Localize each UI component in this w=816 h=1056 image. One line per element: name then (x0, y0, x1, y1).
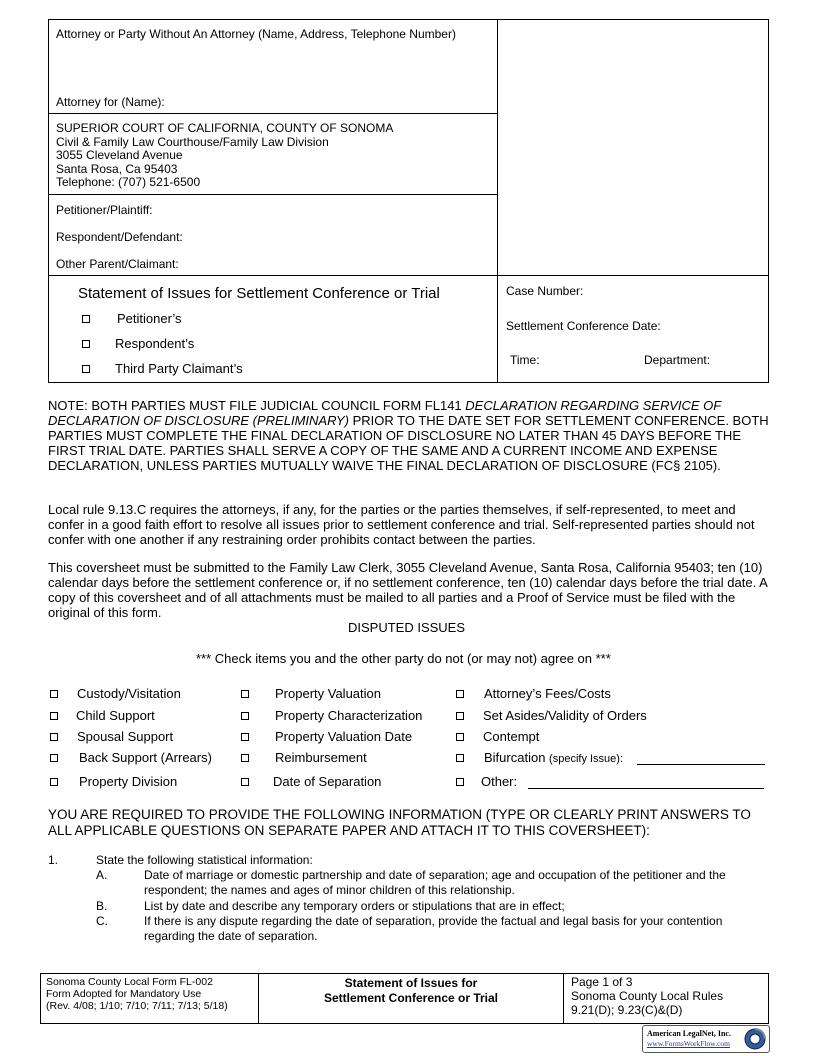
department-label: Department: (644, 353, 711, 367)
note-italic-text: DECLARATION REGARDING SERVICE OF DECLARATION OF DISCLOSURE (PRELIMINARY) (48, 398, 721, 428)
issue-label: Child Support (76, 708, 155, 723)
logo-globe-icon (743, 1027, 767, 1051)
american-legalnet-logo[interactable] (642, 1025, 770, 1053)
issue-label: Property Valuation (275, 686, 381, 701)
issue-label: Property Division (79, 774, 178, 789)
issue-property-valuation[interactable] (241, 686, 441, 702)
checkbox[interactable] (456, 712, 464, 720)
form-revisions: (Rev. 4/08; 1/10; 7/10; 7/11; 7/13; 5/18) (46, 1000, 228, 1012)
issue-label: Custody/Visitation (77, 686, 181, 701)
checkbox[interactable] (50, 754, 58, 762)
subitem-letter: A. (96, 868, 108, 882)
issue-label: Property Valuation Date (275, 729, 413, 744)
issue-back-support[interactable] (50, 750, 230, 766)
issue-label: Contempt (483, 729, 540, 744)
issue-contempt[interactable] (456, 729, 756, 745)
checkbox[interactable] (241, 733, 249, 741)
issue-bifurcation[interactable] (456, 750, 768, 766)
option-petitioner[interactable] (82, 311, 282, 327)
court-division: Civil & Family Law Courthouse/Family Law Division (56, 134, 329, 149)
note-text-rest: PRIOR TO THE DATE SET FOR SETTLEMENT CONFERENCE. BOTH PARTIES MUST COMPLETE THE FINAL DECLARATION OF DISCLOSURE NO LATER THAN 45 DAYS BEFORE THE FIRST TRIAL DATE. PARTIES SHALL SERVE A COPY OF THE SAME AND A CURRENT INCOME AND EXPENSE DECLARATION, UNLESS PARTIES MUTUALLY WAIVE THE FINAL DECLARATION OF DISCLOSURE (FC§ 2105). (48, 413, 769, 473)
checkbox[interactable] (82, 315, 90, 323)
required-intro: YOU ARE REQUIRED TO PROVIDE THE FOLLOWING INFORMATION (TYPE OR CLEARLY PRINT ANSWERS TO ALL APPLICABLE QUESTIONS ON SEPARATE PAPER AND ATTACH IT TO THIS COVERSHEET): (48, 807, 751, 838)
bifurcation-specify: (specify Issue): (549, 753, 624, 765)
checkbox[interactable] (50, 712, 58, 720)
bifurcation-label: Bifurcation (484, 750, 546, 765)
caption-box (48, 19, 769, 383)
rule-sections: 9.21(D); 9.23(C)&(D) (571, 1003, 683, 1017)
local-rules: Sonoma County Local Rules (571, 989, 724, 1003)
time-label: Time: (510, 353, 540, 367)
issue-label: Spousal Support (77, 729, 174, 744)
checkbox[interactable] (241, 778, 249, 786)
court-city: Santa Rosa, Ca 95403 (56, 161, 178, 176)
subitem-c (96, 914, 756, 944)
other-input-line[interactable] (528, 776, 764, 789)
other-parent-label: Other Parent/Claimant: (56, 257, 179, 271)
caption-divider (48, 113, 498, 114)
issue-reimbursement[interactable] (241, 750, 441, 766)
logo-url: www.FormsWorkFlow.com (647, 1039, 731, 1048)
logo-company: American LegalNet, Inc. (647, 1029, 731, 1038)
checkbox[interactable] (456, 690, 464, 698)
checkbox[interactable] (50, 690, 58, 698)
issue-label: Date of Separation (273, 774, 382, 789)
disputed-instruction: *** Check items you and the other party do not (or may not) agree on *** (196, 651, 611, 666)
caption-divider (48, 194, 498, 195)
item-text: State the following statistical information: (96, 853, 313, 867)
issue-attorney-fees[interactable] (456, 686, 756, 702)
page-number: Page 1 of 3 (571, 975, 633, 989)
footer-title-2: Settlement Conference or Trial (323, 991, 499, 1005)
submission-paragraph: This coversheet must be submitted to the Family Law Clerk, 3055 Cleveland Avenue, Santa Rosa, California 95403; ten (10) calendar days before the settlement conference or, if no settlement conference, ten (10) calendar days before the trial date. A copy of this coversheet and of all attachments must be mailed to all parties and a Proof of Service must be filed with the original of this form. (48, 560, 768, 620)
disputed-issues-heading: DISPUTED ISSUES (348, 620, 466, 635)
attorney-label: Attorney or Party Without An Attorney (Name, Address, Telephone Number) (56, 27, 456, 41)
court-name: SUPERIOR COURT OF CALIFORNIA, COUNTY OF SONOMA (56, 121, 394, 135)
caption-divider (48, 275, 769, 276)
issue-label: Property Characterization (275, 708, 423, 723)
issue-spousal-support[interactable] (50, 729, 230, 745)
subitem-text: Date of marriage or domestic partnership and date of separation; age and occupation of the petitioner and the respondent; the names and ages of minor children of this relationship. (144, 868, 726, 897)
issue-label (484, 750, 623, 767)
issue-other[interactable] (456, 774, 768, 790)
issue-property-characterization[interactable] (241, 708, 441, 724)
issue-label: Set Asides/Validity of Orders (483, 708, 647, 723)
footer-left (46, 976, 228, 1012)
court-phone: Telephone: (707) 521-6500 (56, 175, 201, 190)
note-paragraph (48, 398, 770, 473)
issue-label: Other: (481, 774, 518, 789)
issue-label: Attorney’s Fees/Costs (484, 686, 611, 701)
court-info (56, 122, 393, 190)
form-adopted: Form Adopted for Mandatory Use (46, 988, 202, 1000)
caption-divider-vertical (497, 19, 498, 383)
note-text: NOTE: BOTH PARTIES MUST FILE JUDICIAL COUNCIL FORM FL141 (48, 398, 466, 413)
issue-property-division[interactable] (50, 774, 230, 790)
subitem-letter: C. (96, 914, 108, 928)
court-street: 3055 Cleveland Avenue (56, 148, 183, 163)
footer-center (259, 976, 563, 1006)
option-label: Third Party Claimant’s (115, 361, 243, 376)
option-third-party[interactable] (82, 361, 282, 377)
case-number-label: Case Number: (506, 284, 584, 298)
subitem-letter: B. (96, 899, 108, 913)
issue-child-support[interactable] (50, 708, 230, 724)
issue-date-of-separation[interactable] (241, 774, 441, 790)
settlement-date-label: Settlement Conference Date: (506, 319, 661, 333)
issue-set-asides[interactable] (456, 708, 756, 724)
checkbox[interactable] (241, 712, 249, 720)
issue-label: Reimbursement (275, 750, 367, 765)
footer-right (571, 975, 723, 1017)
form-title: Statement of Issues for Settlement Conference or Trial (78, 285, 440, 302)
subitem-b (96, 899, 756, 914)
checkbox[interactable] (50, 778, 58, 786)
checkbox[interactable] (456, 754, 464, 762)
attorney-for-label: Attorney for (Name): (56, 95, 165, 109)
item-number: 1. (48, 853, 59, 867)
local-rule-paragraph: Local rule 9.13.C requires the attorneys, if any, for the parties or the parties themselves, if self-represented, to meet and confer in a good faith effort to resolve all issues prior to settlement conference and trial. Self-represented parties should not confer with one another if any restraining order prohibits contact between the parties. (48, 502, 755, 547)
option-label: Respondent’s (115, 336, 195, 351)
checkbox[interactable] (82, 340, 90, 348)
option-label: Petitioner’s (117, 311, 182, 326)
bifurcation-input-line[interactable] (637, 752, 765, 765)
checkbox[interactable] (50, 733, 58, 741)
subitem-a (96, 868, 756, 898)
issue-label: Back Support (Arrears) (79, 750, 212, 765)
petitioner-label: Petitioner/Plaintiff: (56, 203, 153, 217)
issue-custody-visitation[interactable] (50, 686, 230, 702)
subitem-text: If there is any dispute regarding the date of separation, provide the factual and legal basis for your contention regarding the date of separation. (144, 914, 723, 943)
footer-divider (563, 973, 564, 1024)
subitem-text: List by date and describe any temporary orders or stipulations that are in effect; (144, 899, 565, 913)
checkbox[interactable] (82, 365, 90, 373)
option-respondent[interactable] (82, 336, 282, 352)
issue-property-valuation-date[interactable] (241, 729, 441, 745)
footer-title-1: Statement of Issues for (344, 976, 478, 990)
checkbox[interactable] (456, 733, 464, 741)
respondent-label: Respondent/Defendant: (56, 230, 183, 244)
checkbox[interactable] (241, 690, 249, 698)
checkbox[interactable] (456, 778, 464, 786)
checkbox[interactable] (241, 754, 249, 762)
form-number: Sonoma County Local Form FL-002 (46, 976, 213, 988)
